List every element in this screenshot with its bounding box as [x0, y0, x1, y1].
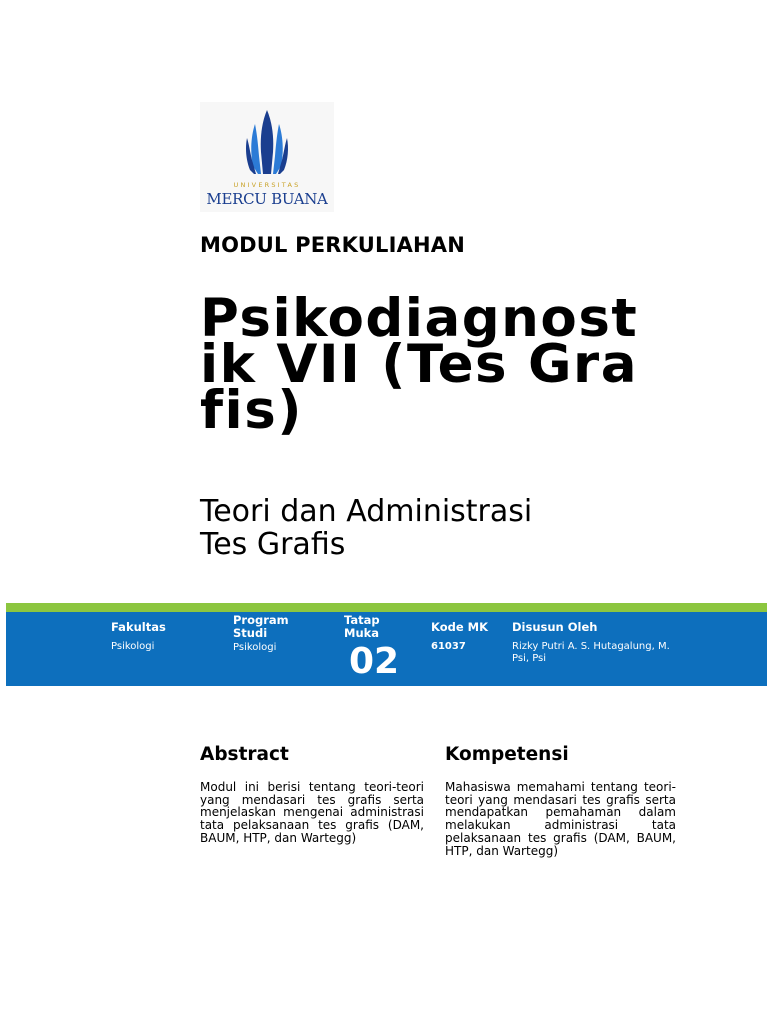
page-subtitle [200, 495, 660, 561]
disusun-oleh-column [512, 621, 670, 665]
program-studi-value: Psikologi [233, 642, 277, 653]
program-studi-column [233, 614, 289, 654]
abstract-body: Modul ini berisi tentang teori-teori yang mendasari tes grafis serta menjelaskan mengenai administrasi tata pelaksanaan tes grafis (DAM, BAUM, HTP, dan Wartegg) [200, 780, 424, 845]
program-studi-label-line-2: Studi [233, 626, 268, 640]
fakultas-value: Psikologi [111, 641, 155, 652]
kode-mk-label: Kode MK [431, 620, 489, 634]
program-studi-label-line-1: Program [233, 613, 289, 627]
subtitle-line-1: Teori dan Administrasi [200, 494, 533, 529]
kompetensi-body: Mahasiswa memahami tentang teori-teori yang mendasari tes grafis serta mendapatkan pemahaman dalam melakukan administrasi tata pelaksanaan tes grafis (DAM, BAUM, HTP, dan Wartegg) [445, 780, 676, 858]
subtitle-line-2: Tes Grafis [200, 527, 346, 562]
disusun-oleh-value-line-2: Psi, Psi [512, 653, 547, 664]
tatap-muka-column [344, 614, 380, 640]
abstract-heading: Abstract [200, 744, 289, 765]
kode-mk-value: 61037 [431, 641, 466, 652]
tatap-muka-label-line-1: Tatap [344, 613, 380, 627]
mercu-buana-emblem-icon [244, 108, 290, 178]
tatap-muka-value: 02 [349, 641, 400, 682]
kompetensi-heading: Kompetensi [445, 744, 569, 765]
fakultas-label: Fakultas [111, 620, 166, 634]
tatap-muka-label-line-2: Muka [344, 626, 380, 640]
university-logo [200, 102, 334, 212]
fakultas-column [111, 621, 166, 653]
disusun-oleh-label: Disusun Oleh [512, 620, 598, 634]
logo-name-text: MERCU BUANA [206, 190, 328, 208]
logo-universitas-text: UNIVERSITAS [233, 181, 301, 189]
page-title: Psikodiagnostik VII (Tes Grafis) [200, 288, 639, 441]
kode-mk-column [431, 621, 488, 653]
course-info-bar [6, 612, 767, 686]
disusun-oleh-value-line-1: Rizky Putri A. S. Hutagalung, M. [512, 641, 670, 652]
module-label: MODUL PERKULIAHAN [200, 233, 466, 257]
green-accent-bar [6, 603, 767, 612]
